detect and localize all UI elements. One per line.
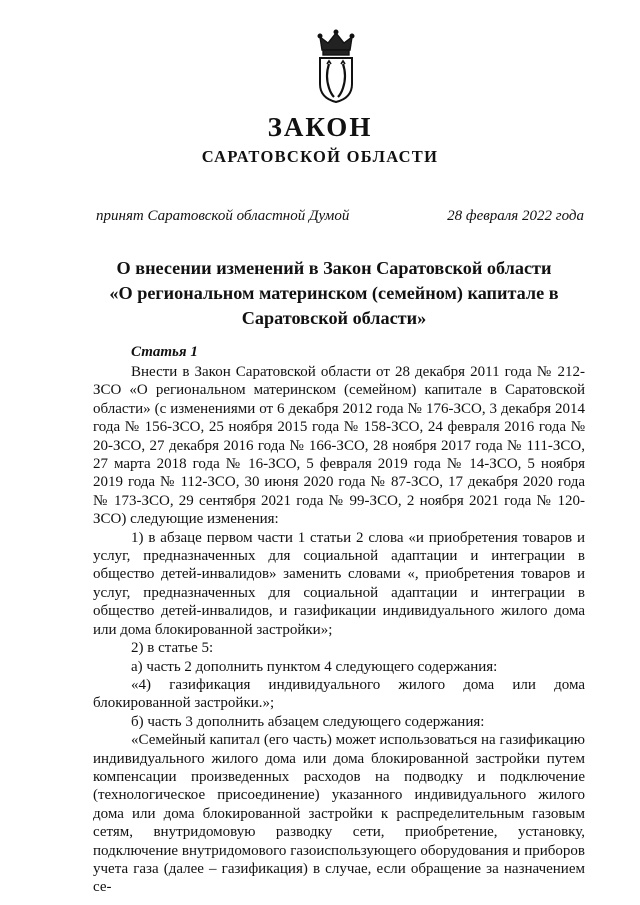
- article-paragraph: 2) в статье 5:: [131, 640, 214, 657]
- article-paragraph: Внести в Закон Саратовской области от 28 декабря 2011 года № 212-ЗСО «О региональном материнском (семейном) капитале в Саратовской области» (с изменениями от 6 декабря 2012 года № 176-ЗСО, 3 декабря 2014 года № 156-ЗСО, 25 ноября 2015 года № 158-ЗСО, 24 февраля 2016 года № 20-ЗСО, 27 декабря 2016 года № 166-ЗСО, 28 ноября 2017 года № 111-ЗСО, 27 марта 2018 года № 16-ЗСО, 5 февраля 2019 года № 14-ЗСО, 5 ноября 2019 года № 112-ЗСО, 30 июня 2020 года № 87-ЗСО, 17 декабря 2020 года № 173-ЗСО, 29 сентября 2021 года № 99-ЗСО, 2 ноября 2021 года № 120-ЗСО) следующие изменения:: [93, 364, 585, 528]
- title-line: «О региональном материнском (семейном) капитале в: [109, 283, 559, 303]
- article-paragraph: «Семейный капитал (его часть) может использоваться на газификацию индивидуального жилого дома или дома блокированной застройки путем компенсации произведенных расходов на подводку и подключение (технологическое присоединение) указанного индивидуального жилого дома или дома блокированной застройки к распределительным газовым сетям, внутридомовую разводку сети, приобретение, установку, подключение внутридомового газоиспользующего оборудования и приборов учета газа (далее – газификация) в случае, если обращение за назначением се-: [93, 732, 585, 896]
- article-paragraph: б) часть 3 дополнить абзацем следующего содержания:: [131, 713, 485, 730]
- adoption-date: 28 февраля 2022 года: [447, 208, 584, 224]
- coat-of-arms-emblem: [314, 28, 358, 104]
- article-paragraph: 1) в абзаце первом части 1 статьи 2 слова «и приобретения товаров и услуг, предназначенных для социальной адаптации и интеграции в общество детей-инвалидов» заменить словами «, приобретения товаров и услуг, предназначенных для социальной адаптации и интеграции в общество детей-инвалидов, и газификации индивидуального жилого дома или дома блокированной застройки»;: [93, 529, 585, 638]
- article-heading: Статья 1: [131, 344, 198, 360]
- article-body: [93, 363, 585, 897]
- region-heading: САРАТОВСКОЙ ОБЛАСТИ: [201, 147, 439, 166]
- law-type-heading: ЗАКОН: [267, 112, 373, 142]
- title-line: Саратовской области»: [241, 308, 427, 328]
- adopted-by-text: принят Саратовской областной Думой: [96, 208, 350, 224]
- adoption-line: [96, 208, 584, 225]
- article-paragraph: а) часть 2 дополнить пунктом 4 следующего содержания:: [131, 658, 498, 675]
- document-title: [60, 256, 608, 331]
- article-paragraph: «4) газификация индивидуального жилого дома или дома блокированной застройки.»;: [93, 676, 585, 712]
- title-line: О внесении изменений в Закон Саратовской области: [116, 258, 552, 278]
